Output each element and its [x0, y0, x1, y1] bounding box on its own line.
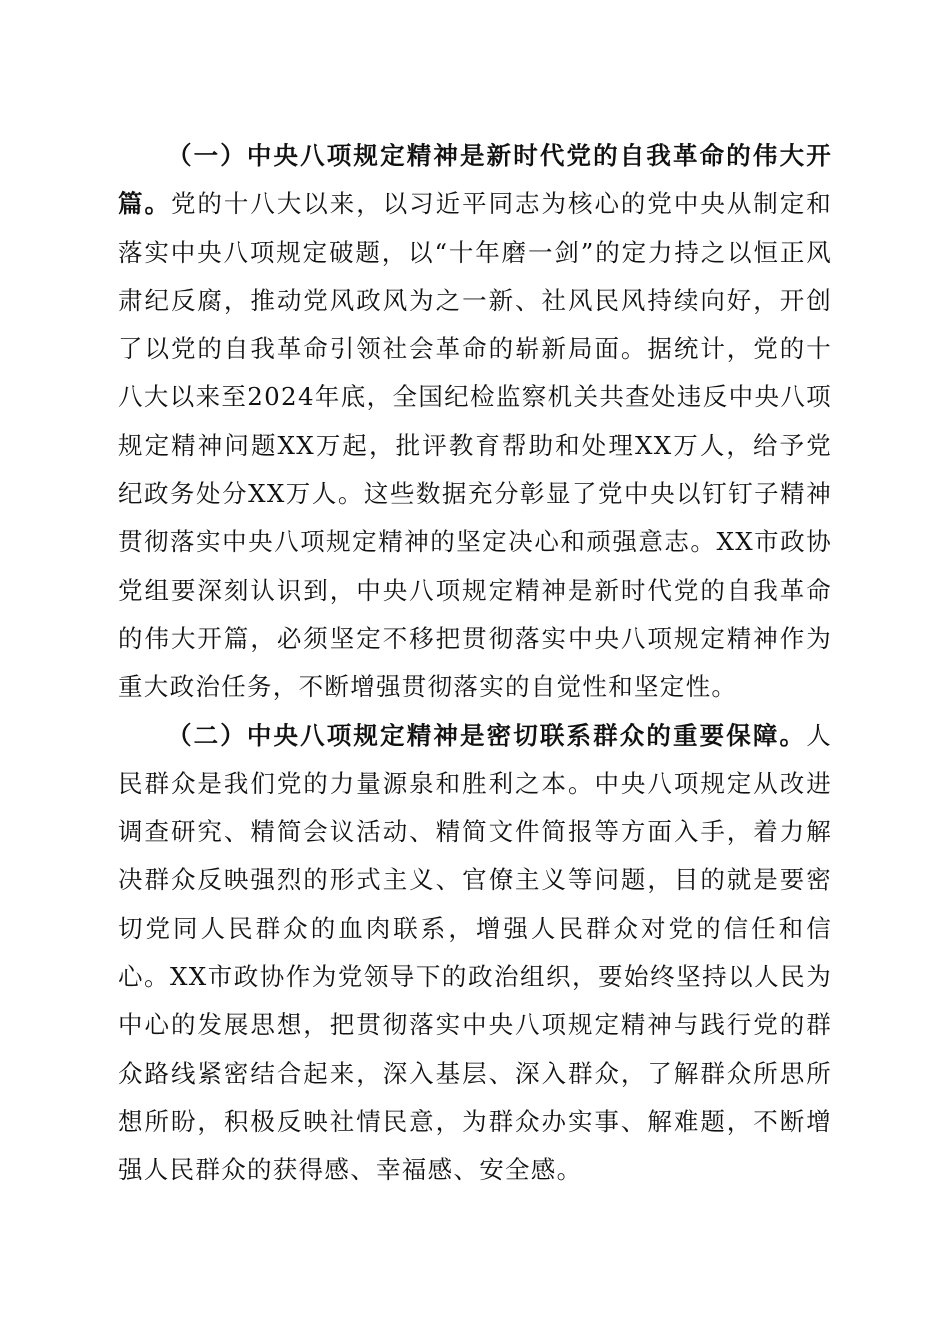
paragraph-2	[118, 712, 832, 1195]
paragraph-1	[118, 132, 832, 712]
paragraph-1-heading: （一）中央八项规定精神是新时代党的自我革命的伟大开篇。	[118, 141, 832, 219]
document-page	[118, 132, 832, 1195]
paragraph-2-body: 人民群众是我们党的力量源泉和胜利之本。中央八项规定从改进调查研究、精简会议活动、精简文件简报等方面入手，着力解决群众反映强烈的形式主义、官僚主义等问题，目的就是要密切党同人民群众的血肉联系，增强人民群众对党的信任和信心。XX市政协作为党领导下的政治组织，要始终坚持以人民为中心的发展思想，把贯彻落实中央八项规定精神与践行党的群众路线紧密结合起来，深入基层、深入群众，了解群众所思所想所盼，积极反映社情民意，为群众办实事、解难题，不断增强人民群众的获得感、幸福感、安全感。	[118, 720, 832, 1185]
paragraph-2-heading: （二）中央八项规定精神是密切联系群众的重要保障。	[167, 720, 807, 750]
paragraph-1-body: 党的十八大以来，以习近平同志为核心的党中央从制定和落实中央八项规定破题，以“十年磨一剑”的定力持之以恒正风肃纪反腐，推动党风政风为之一新、社风民风持续向好，开创了以党的自我革命引领社会革命的崭新局面。据统计，党的十八大以来至2024年底，全国纪检监察机关共查处违反中央八项规定精神问题XX万起，批评教育帮助和处理XX万人，给予党纪政务处分XX万人。这些数据充分彰显了党中央以钉钉子精神贯彻落实中央八项规定精神的坚定决心和顽强意志。XX市政协党组要深刻认识到，中央八项规定精神是新时代党的自我革命的伟大开篇，必须坚定不移把贯彻落实中央八项规定精神作为重大政治任务，不断增强贯彻落实的自觉性和坚定性。	[118, 189, 832, 702]
